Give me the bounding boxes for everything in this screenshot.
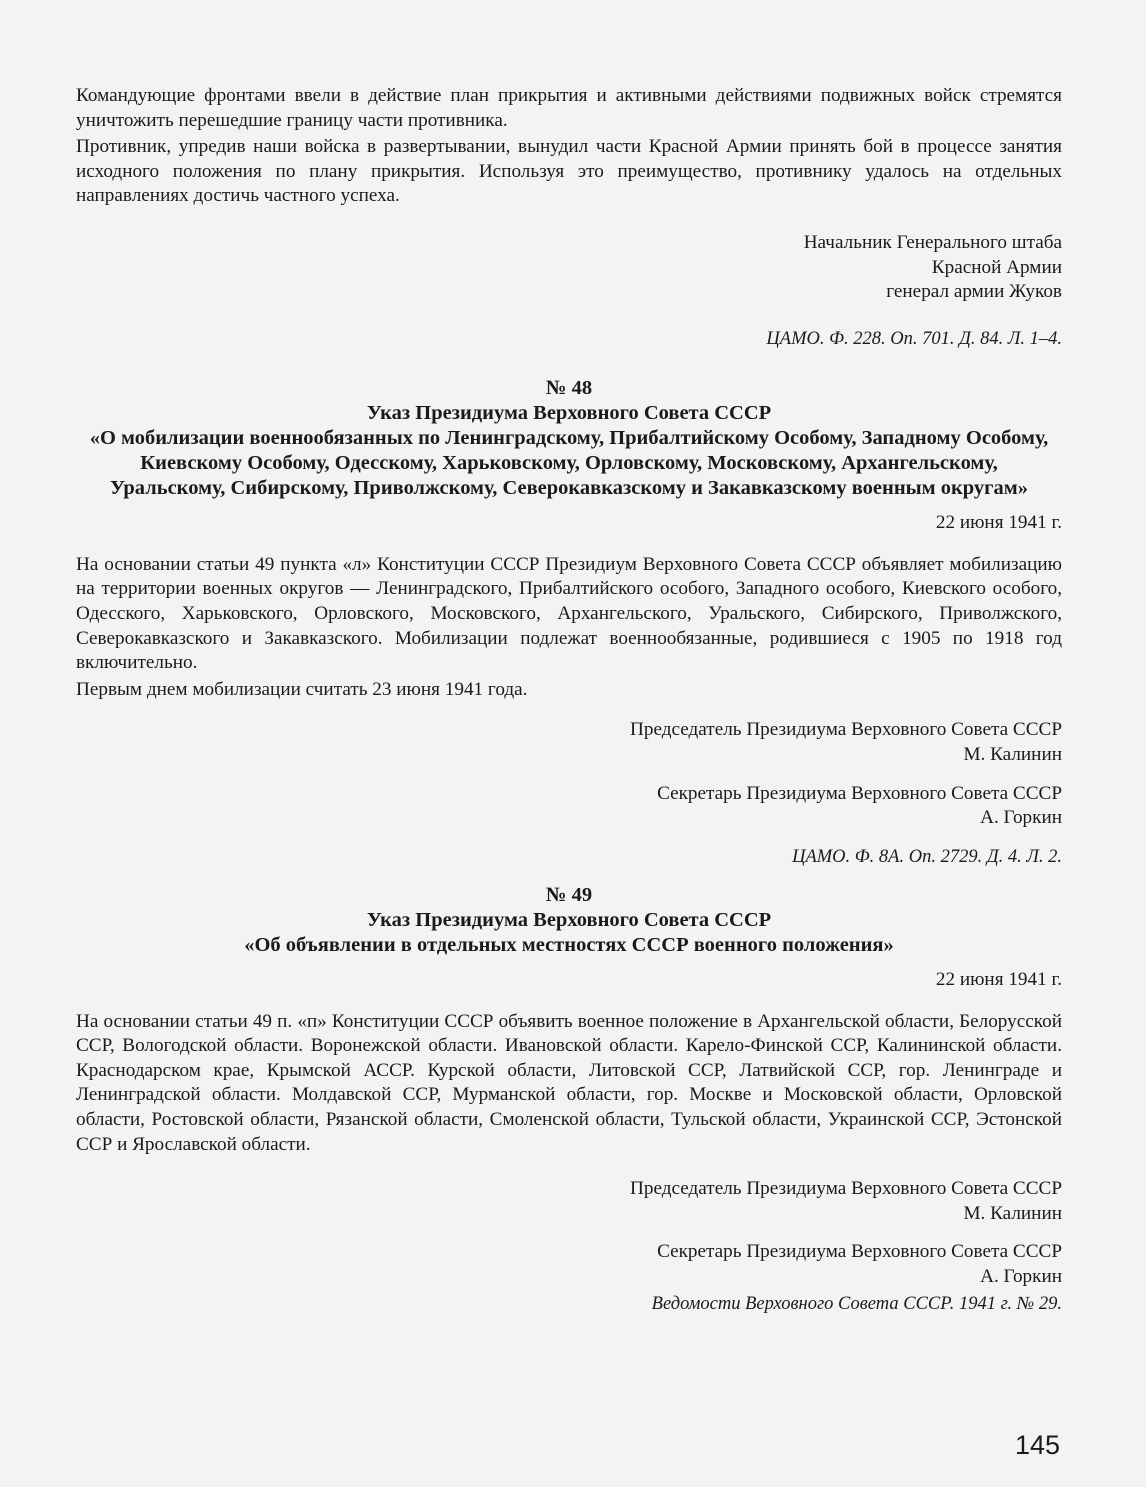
document-page (76, 84, 1062, 1316)
signature-line-2: Красной Армии (931, 256, 1062, 278)
doc48-secretary-title: Секретарь Президиума Верховного Совета СССР (657, 782, 1062, 804)
doc49-secretary-title: Секретарь Президиума Верховного Совета СССР (657, 1241, 1062, 1263)
signature-line-3: генерал армии Жуков (886, 281, 1062, 303)
archive-source-1: ЦАМО. Ф. 228. Оп. 701. Д. 84. Л. 1–4. (766, 328, 1062, 349)
doc49-number: № 49 (545, 883, 593, 906)
signature-line-1: Начальник Генерального штаба (803, 231, 1062, 253)
doc48-paragraph-1: На основании статьи 49 пункта «л» Конституции СССР Президиум Верховного Совета СССР объявляет мобилизацию на территории военных округов — Ленинградского, Прибалтийского особого, Западного особого, Киевского особого, Одесского, Харьковского, Орловского, Московского, Архангельского, Уральского, Сибирского, Приволжского, Северокавказского и Закавказского. Мобилизации подлежат военнообязанные, родившиеся с 1905 по 1918 год включительно. (76, 553, 1062, 674)
doc49-date: 22 июня 1941 г. (935, 968, 1062, 990)
publication-source: Ведомости Верховного Совета СССР. 1941 г. № 29. (651, 1293, 1062, 1314)
doc49-paragraph-1: На основании статьи 49 п. «п» Конституции СССР объявить военное положение в Архангельской области, Белорусской ССР, Вологодской области. Воронежской области. Ивановской области. Карело-Финской ССР, Калининской области. Краснодарском крае, Крымской АССР. Курской области, Литовской ССР, Латвийской ССР, гор. Ленинграде и Ленинградской области. Молдавской ССР, Мурманской области, гор. Москве и Московской области, Орловской области, Ростовской области, Рязанской области, Смоленской области, Тульской области, Украинской ССР, Эстонской ССР и Ярославской области. (76, 1010, 1062, 1155)
doc48-subtitle: «О мобилизации военнообязанных по Ленинградскому, Прибалтийскому Особому, Западному Особому, Киевскому Особому, Одесскому, Харьковскому, Орловскому, Московскому, Архангельскому, Уральскому, Сибирскому, Приволжскому, Северокавказскому и Закавказскому военным округам» (89, 426, 1049, 499)
doc48-secretary-name: А. Горкин (980, 807, 1062, 829)
intro-paragraph-2: Противник, упредив наши войска в развертывании, вынудил части Красной Армии принять бой в процессе занятия исходного положения по плану прикрытия. Используя это преимущество, противнику удалось на отдельных направлениях достичь частного успеха. (76, 136, 1062, 207)
doc48-date: 22 июня 1941 г. (935, 511, 1062, 533)
doc48-paragraph-2: Первым днем мобилизации считать 23 июня 1941 года. (76, 678, 528, 700)
doc48-title: Указ Президиума Верховного Совета СССР (366, 401, 772, 424)
doc49-subtitle: «Об объявлении в отдельных местностях СССР военного положения» (244, 933, 894, 956)
doc49-title: Указ Президиума Верховного Совета СССР (366, 908, 772, 931)
doc48-number: № 48 (545, 376, 593, 399)
archive-source-2: ЦАМО. Ф. 8А. Оп. 2729. Д. 4. Л. 2. (792, 846, 1062, 867)
doc49-chairman-name: М. Калинин (963, 1202, 1062, 1224)
doc48-chairman-title: Председатель Президиума Верховного Совета СССР (630, 719, 1062, 741)
doc49-secretary-name: А. Горкин (980, 1266, 1062, 1288)
page-number: 145 (1014, 1430, 1060, 1460)
doc49-chairman-title: Председатель Президиума Верховного Совета СССР (630, 1178, 1062, 1200)
intro-paragraph-1: Командующие фронтами ввели в действие план прикрытия и активными действиями подвижных войск стремятся уничтожить перешедшие границу части противника. (76, 85, 1062, 131)
doc48-chairman-name: М. Калинин (963, 743, 1062, 765)
